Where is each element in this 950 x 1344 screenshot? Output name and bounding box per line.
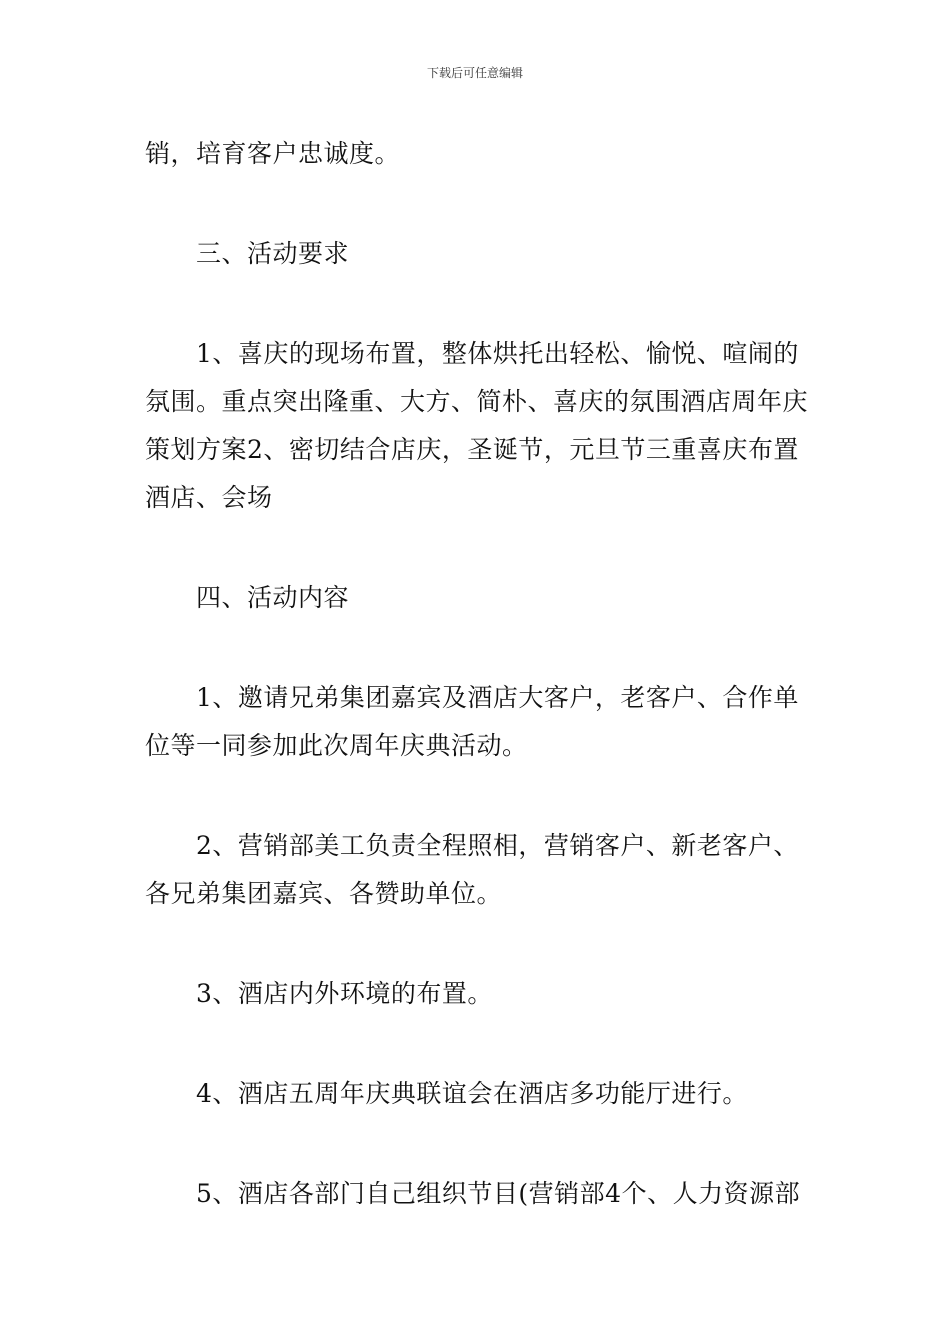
- paragraph-requirement-1: 1、喜庆的现场布置，整体烘托出轻松、愉悦、喧闹的氛围。重点突出隆重、大方、简朴、喜庆的氛围酒店周年庆策划方案2、密切结合店庆，圣诞节，元旦节三重喜庆布置酒店、会场: [145, 339, 809, 512]
- paragraph-content-2: 2、营销部美工负责全程照相，营销客户、新老客户、各兄弟集团嘉宾、各赞助单位。: [145, 831, 799, 908]
- paragraph-content-5: 5、酒店各部门自己组织节目(营销部4个、人力资源部: [196, 1179, 801, 1208]
- paragraph-content-1: 1、邀请兄弟集团嘉宾及酒店大客户，老客户、合作单位等一同参加此次周年庆典活动。: [145, 683, 799, 760]
- section-heading-content: 四、活动内容: [196, 583, 350, 612]
- page-header: 下载后可任意编辑: [426, 66, 523, 80]
- paragraph-continuation: 销，培育客户忠诚度。: [145, 139, 401, 168]
- document-body: [145, 130, 810, 1218]
- section-heading-requirements: 三、活动要求: [196, 239, 350, 268]
- paragraph-content-3: 3、酒店内外环境的布置。: [196, 979, 493, 1008]
- paragraph-content-4: 4、酒店五周年庆典联谊会在酒店多功能厅进行。: [196, 1079, 748, 1108]
